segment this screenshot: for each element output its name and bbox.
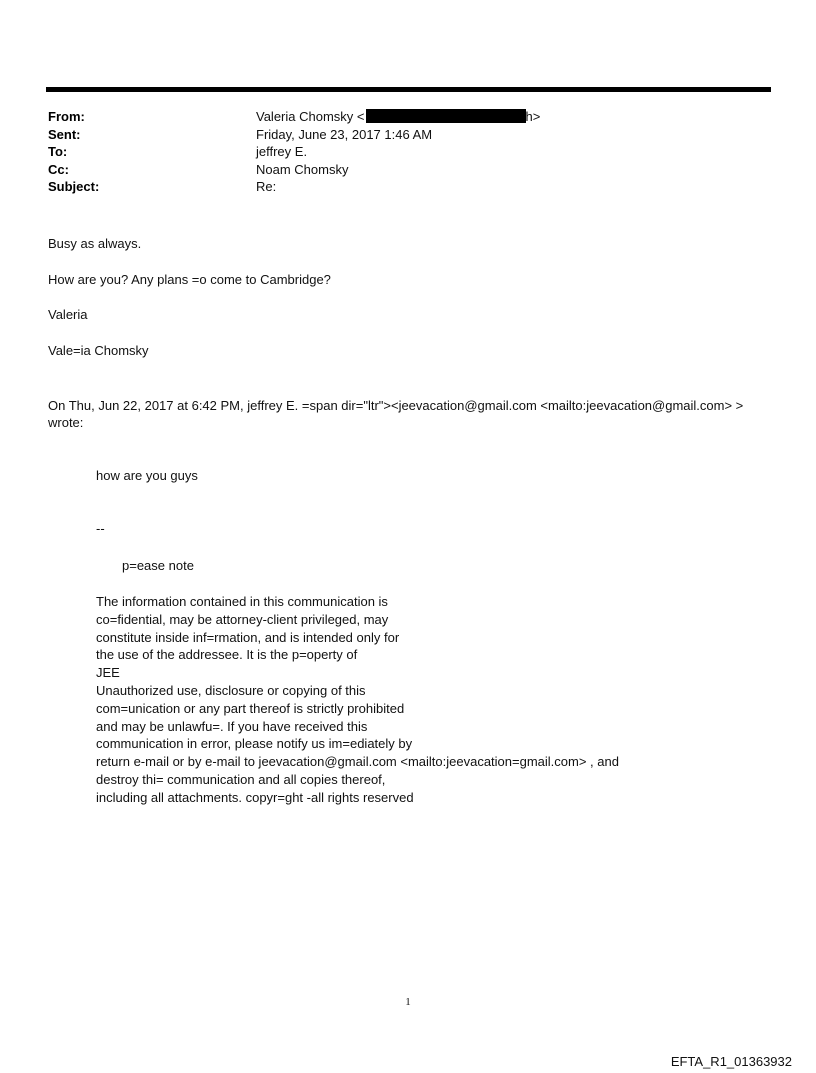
disclaimer-line: and may be unlawfu=. If you have received this bbox=[96, 718, 368, 734]
signature-separator: -- bbox=[96, 521, 105, 536]
signature-note: p=ease note bbox=[122, 558, 194, 573]
disclaimer-line: including all attachments. copyr=ght -all rights reserved bbox=[96, 789, 414, 805]
body-line-4: Vale=ia Chomsky bbox=[48, 343, 149, 358]
to-value: jeffrey E. bbox=[256, 144, 308, 159]
body-line-1: Busy as always. bbox=[48, 236, 142, 251]
disclaimer-line: Unauthorized use, disclosure or copying of this bbox=[96, 682, 366, 698]
header-rule bbox=[46, 87, 771, 92]
to-label: To: bbox=[48, 144, 68, 159]
quoted-message: how are you guys bbox=[96, 468, 198, 483]
disclaimer-line: destroy thi= communication and all copies thereof, bbox=[96, 771, 386, 787]
bates-number: EFTA_R1_01363932 bbox=[670, 1054, 792, 1069]
sent-label: Sent: bbox=[48, 126, 81, 142]
from-value bbox=[256, 108, 540, 126]
sent-value: Friday, June 23, 2017 1:46 AM bbox=[256, 126, 433, 142]
from-tail: h> bbox=[525, 109, 541, 124]
from-row bbox=[48, 108, 768, 126]
from-name: Valeria Chomsky < bbox=[256, 109, 365, 124]
disclaimer-line: co=fidential, may be attorney-client privileged, may bbox=[96, 611, 389, 627]
body-line-2: How are you? Any plans =o come to Cambridge? bbox=[48, 272, 331, 287]
cc-value: Noam Chomsky bbox=[256, 161, 349, 177]
disclaimer-line: com=unication or any part thereof is strictly prohibited bbox=[96, 700, 405, 716]
redaction-box bbox=[366, 109, 526, 123]
subject-value: Re: bbox=[256, 179, 277, 194]
from-label: From: bbox=[48, 109, 85, 124]
disclaimer-line: JEE bbox=[96, 665, 120, 681]
quote-intro: On Thu, Jun 22, 2017 at 6:42 PM, jeffrey E. =span dir="ltr"><jeevacation@gmail.com <mailto:jeevacation@gmail.com> > wrote: bbox=[48, 398, 744, 430]
disclaimer-line: constitute inside inf=rmation, and is intended only for bbox=[96, 629, 400, 645]
to-row bbox=[48, 143, 768, 161]
disclaimer-line: the use of the addressee. It is the p=operty of bbox=[96, 647, 358, 663]
disclaimer-line: communication in error, please notify us im=ediately by bbox=[96, 736, 413, 752]
page-number: 1 bbox=[405, 996, 411, 1008]
disclaimer bbox=[96, 593, 619, 807]
cc-row bbox=[48, 161, 768, 179]
sent-row bbox=[48, 126, 768, 144]
cc-label: Cc: bbox=[48, 161, 69, 177]
subject-row bbox=[48, 178, 768, 196]
body-line-3: Valeria bbox=[48, 307, 88, 322]
disclaimer-line: The information contained in this communication is bbox=[96, 594, 388, 609]
subject-label: Subject: bbox=[48, 179, 100, 194]
email-header bbox=[48, 108, 768, 196]
disclaimer-line: return e-mail or by e-mail to jeevacation@gmail.com <mailto:jeevacation=gmail.com> , and bbox=[96, 754, 619, 770]
